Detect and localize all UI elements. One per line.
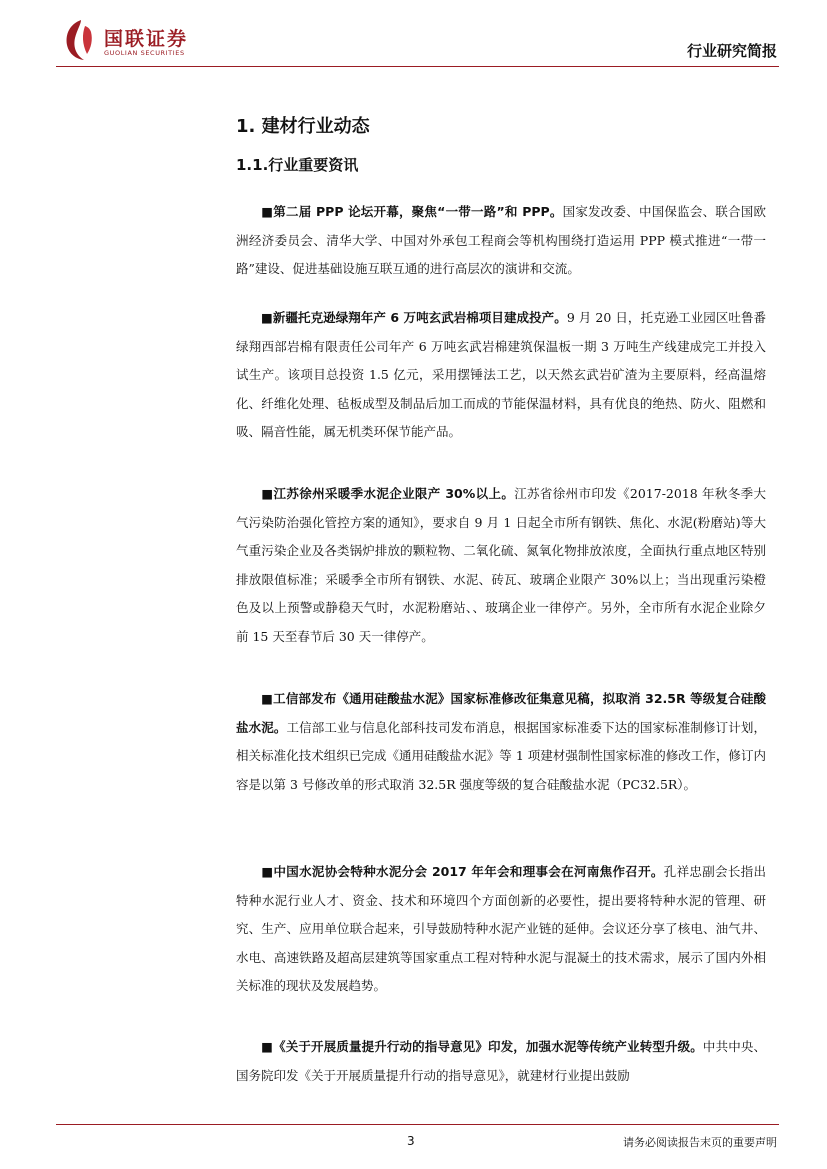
news-headline: ■江苏徐州采暖季水泥企业限产 30%以上。 (261, 486, 515, 501)
logo-mark-icon (62, 18, 100, 62)
news-body: 江苏省徐州市印发《2017-2018 年秋冬季大气污染防治强化管控方案的通知》，要求自 9 月 1 日起全市所有钢铁、焦化、水泥(粉磨站)等大气重污染企业及各类锅炉排放的颗粒物、二氧化硫、氮氧化物排放浓度，全面执行重点地区特别排放限值标准；采暖季全市所有钢铁、水泥、砖瓦、玻璃企业限产 30%以上；当出现重污染橙色及以上预警或静稳天气时，水泥粉磨站、、玻璃企业一律停产。另外，全市所有水泥企业除夕前 15 天至春节后 30 天一律停产。 (236, 486, 766, 644)
news-paragraph (236, 1033, 766, 1090)
news-paragraph (236, 480, 766, 651)
news-paragraph (236, 304, 766, 447)
company-logo (62, 18, 222, 64)
report-type-label: 行业研究简报 (686, 42, 777, 60)
news-body: 工信部工业与信息化部科技司发布消息，根据国家标准委下达的国家标准制修订计划，相关标准化技术组织已完成《通用硅酸盐水泥》等 1 项建材强制性国家标准的修改工作，修订内容是以第 3 号修改单的形式取消 32.5R 强度等级的复合硅酸盐水泥（PC32.5R）。 (236, 719, 766, 792)
page-number: 3 (407, 1134, 415, 1148)
logo-subtitle: GUOLIAN SECURITIES (104, 49, 185, 57)
news-body: 孔祥忠副会长指出特种水泥行业人才、资金、技术和环境四个方面创新的必要性，提出要将特种水泥的管理、研究、生产、应用单位联合起来，引导鼓励特种水泥产业链的延伸。会议还分享了核电、油气井、水电、高速铁路及超高层建筑等国家重点工程对特种水泥与混凝土的技术需求，展示了国内外相关标准的现状及发展趋势。 (236, 864, 766, 993)
news-headline: ■《关于开展质量提升行动的指导意见》印发，加强水泥等传统产业转型升级。 (261, 1039, 703, 1054)
news-body: 国家发改委、中国保监会、联合国欧洲经济委员会、清华大学、中国对外承包工程商会等机构围绕打造运用 PPP 模式推进“一带一路”建设、促进基础设施互联互通的进行高层次的演讲和交流。 (236, 204, 766, 276)
subsection-heading: 1.1.行业重要资讯 (236, 156, 359, 174)
header-divider (56, 66, 779, 67)
footer-divider (56, 1124, 779, 1125)
logo-name: 国联证券 (104, 28, 189, 50)
news-body: 9 月 20 日，托克逊工业园区吐鲁番绿翔西部岩棉有限责任公司年产 6 万吨玄武岩棉建筑保温板一期 3 万吨生产线建成完工并投入试生产。该项目总投资 1.5 亿元，采用摆锤法工艺，以天然玄武岩矿渣为主要原料，经高温熔化、纤维化处理、毡板成型及制品后加工而成的节能保温材料，具有优良的绝热、防火、阻燃和吸、隔音性能，属无机类环保节能产品。 (236, 310, 767, 439)
news-headline: ■第二届 PPP 论坛开幕，聚焦“一带一路”和 PPP。 (261, 204, 563, 219)
news-paragraph (236, 198, 766, 284)
news-paragraph (236, 685, 766, 799)
news-paragraph (236, 858, 766, 1001)
news-body: 中共中央、国务院印发《关于开展质量提升行动的指导意见》，就建材行业提出鼓励 (236, 1039, 766, 1083)
footer-disclaimer: 请务必阅读报告末页的重要声明 (623, 1136, 777, 1149)
news-headline: ■中国水泥协会特种水泥分会 2017 年年会和理事会在河南焦作召开。 (261, 864, 664, 879)
section-heading: 1. 建材行业动态 (236, 116, 370, 137)
news-headline: ■工信部发布《通用硅酸盐水泥》国家标准修改征集意见稿，拟取消 32.5R 等级复合硅酸盐水泥。 (236, 691, 766, 735)
news-headline: ■新疆托克逊绿翔年产 6 万吨玄武岩棉项目建成投产。 (261, 310, 567, 325)
